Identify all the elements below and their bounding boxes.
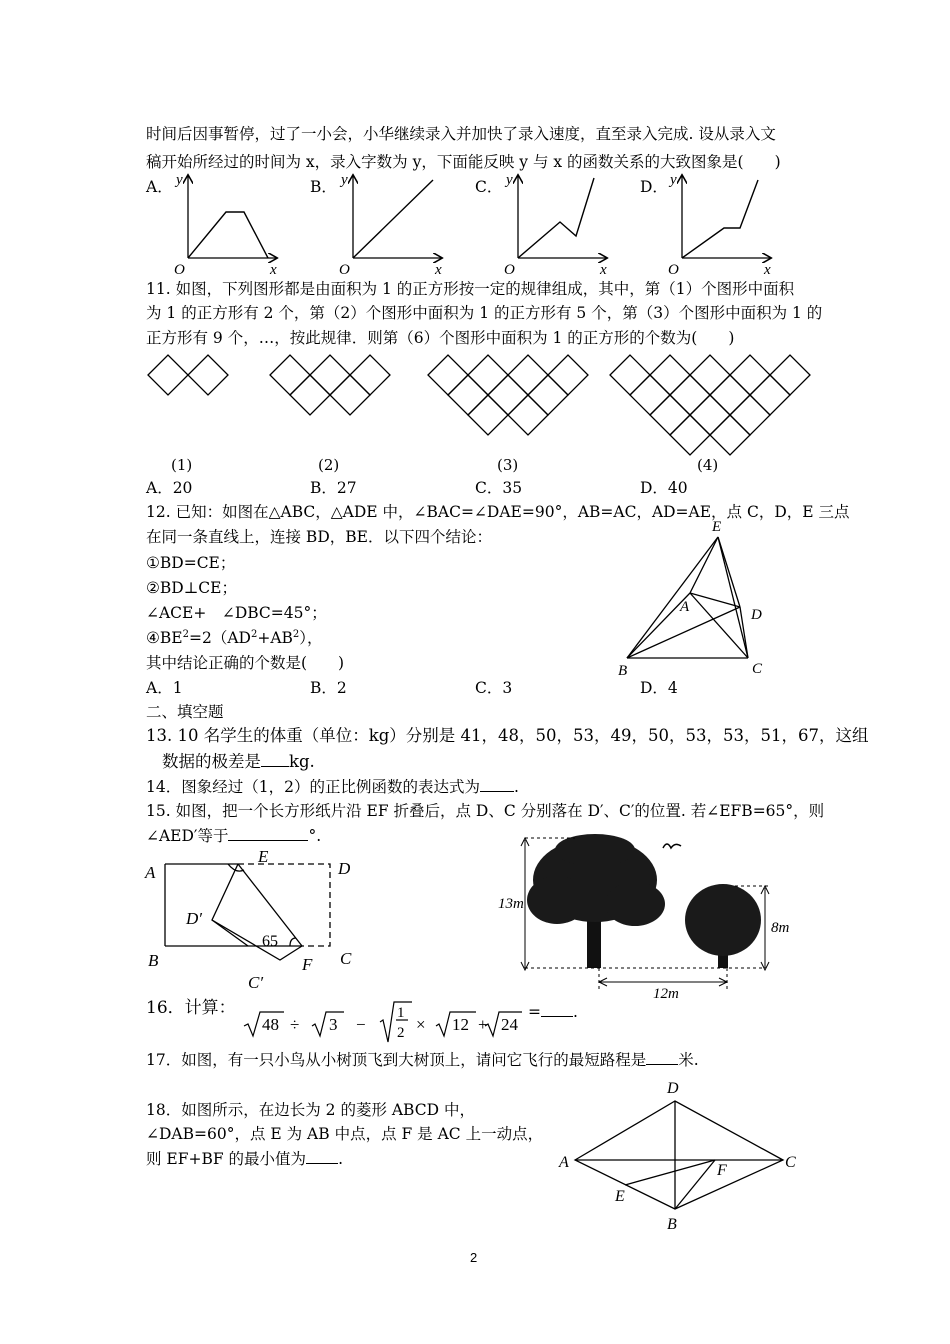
point-f-label: F: [717, 1162, 727, 1179]
q16-answer: = .: [528, 1003, 578, 1021]
origin-label: O: [339, 262, 350, 278]
q12-conclusion-4: $④BE^2=2(AD^2+AB^2)$，: [146, 628, 323, 647]
point-f-label: F: [302, 955, 313, 974]
pattern-3: [428, 355, 588, 435]
q10-option-a: A．: [146, 178, 173, 196]
svg-text:−: −: [356, 1015, 366, 1034]
axis-x-label: x: [600, 262, 607, 278]
point-c-label: C: [340, 949, 352, 968]
pattern-2: [270, 355, 390, 415]
q15-fold-figure: [140, 848, 380, 990]
q13-line2: 数据的极差是 kg.: [162, 752, 315, 771]
q10-option-d: D．: [640, 178, 668, 196]
axis-y-label: y: [176, 172, 183, 188]
point-b-label: B: [618, 663, 628, 679]
point-d-label: D: [338, 859, 351, 878]
section-fill-in-title: 二、填空题: [146, 703, 224, 721]
q11-figure-label-4: (4): [697, 456, 719, 474]
axis-y-label: y: [341, 172, 348, 188]
q12-ask: 其中结论正确的个数是( ): [146, 654, 345, 672]
q15-answer-blank[interactable]: [228, 840, 308, 841]
q12-conclusion-1: ①BD=CE；: [146, 554, 236, 572]
q16-answer-blank[interactable]: [541, 1016, 573, 1017]
pattern-1: [148, 355, 228, 395]
q18-line3: 则 EF+BF 的最小值为 .: [146, 1150, 343, 1168]
q18-line2: ∠DAB=60°，点 E 为 AB 中点，点 F 是 AC 上一动点，: [146, 1125, 544, 1143]
q12-conclusion-3: ∠ACE+ ∠DBC=45°；: [146, 604, 327, 622]
origin-label: O: [174, 262, 185, 278]
point-b-label: B: [667, 1216, 677, 1233]
distance-label: 12m: [653, 986, 679, 1002]
q12-line2: 在同一条直线上，连接 BD，BE．以下四个结论：: [146, 528, 492, 546]
q11-square-patterns: [140, 345, 820, 455]
q15-line1: 15. 如图，把一个长方形纸片沿 EF 折叠后，点 D、C 分别落在 D′、C′的位置. 若∠EFB=65°，则: [146, 802, 825, 820]
origin-label: O: [668, 262, 679, 278]
q13-answer-blank[interactable]: [261, 766, 289, 767]
q15-line2: ∠AED′等于 °.: [146, 827, 322, 845]
q11-figure-label-1: (1): [171, 456, 193, 474]
radicand-12: 12: [452, 1015, 469, 1034]
q11-figure-label-2: (2): [318, 456, 340, 474]
q10-graph-b: [333, 170, 448, 278]
q11-line3: 正方形有 9 个，…，按此规律．则第（6）个图形中面积为 1 的正方形的个数为( ): [146, 329, 735, 347]
big-tree-icon: [527, 834, 665, 968]
svg-text:+: +: [478, 1015, 488, 1034]
angle-65-label: 65: [262, 933, 278, 950]
q11-choice-d: D．40: [640, 479, 688, 497]
q10-graph-d: [662, 170, 777, 278]
q16-expression: [240, 998, 530, 1044]
q11-choice-b: B．27: [310, 479, 357, 497]
small-tree-icon: [685, 884, 761, 968]
axis-x-label: x: [764, 262, 771, 278]
big-tree-height-label: 13m: [498, 896, 524, 912]
q17-answer-blank[interactable]: [646, 1064, 678, 1065]
q12-triangle-figure: [600, 515, 780, 685]
q12-line1: 12. 已知：如图在△ABC，△ADE 中，∠BAC=∠DAE=90°，AB=AC，AD=AE，点 C，D，E 三点: [146, 503, 850, 521]
q12-conclusion-2: ②BD⊥CE；: [146, 579, 237, 597]
point-c-label: C: [785, 1154, 796, 1171]
q14-answer-blank[interactable]: [480, 791, 514, 792]
radicand-24: 24: [501, 1015, 518, 1034]
axis-y-label: y: [670, 172, 677, 188]
q11-line1: 11. 如图，下列图形都是由面积为 1 的正方形按一定的规律组成，其中，第（1）个图形中面积: [146, 280, 795, 298]
svg-text:×: ×: [416, 1015, 426, 1034]
trees-figure: [495, 830, 805, 1000]
q10-graph-a: [168, 170, 283, 278]
q18-rhombus-figure: [555, 1075, 805, 1235]
q14-line: 14．图象经过（1，2）的正比例函数的表达式为 .: [146, 778, 519, 796]
q11-figure-label-3: (3): [497, 456, 519, 474]
axis-y-label: y: [506, 172, 513, 188]
point-e-label: E: [615, 1188, 625, 1205]
point-a-label: A: [145, 863, 156, 882]
pattern-4: [610, 355, 810, 455]
point-e-label: E: [258, 847, 269, 866]
fraction-denominator: 2: [397, 1025, 405, 1041]
point-d-prime-label: D′: [186, 909, 202, 928]
q10-line2: 稿开始所经过的时间为 x，录入字数为 y，下面能反映 y 与 x 的函数关系的大致图象是( ): [146, 153, 781, 171]
svg-text:÷: ÷: [290, 1015, 300, 1034]
axis-x-label: x: [435, 262, 442, 278]
point-c-prime-label: C′: [248, 973, 264, 992]
q12-choice-b: B．2: [310, 679, 347, 697]
q13-line1: 13. 10 名学生的体重（单位：kg）分别是 41，48，50，53，49，50，53，53，51，67，这组: [146, 726, 869, 745]
point-e-label: E: [712, 519, 722, 535]
q11-line2: 为 1 的正方形有 2 个，第（2）个图形中面积为 1 的正方形有 5 个，第（3）个图形中面积为 1 的: [146, 304, 823, 322]
q10-option-b: B．: [310, 178, 337, 196]
q12-choice-c: C．3: [475, 679, 513, 697]
q10-line1: 时间后因事暂停，过了一小会，小华继续录入并加快了录入速度，直至录入完成. 设从录入文: [146, 125, 776, 143]
point-a-label: A: [559, 1154, 569, 1171]
point-c-label: C: [752, 661, 763, 677]
q18-answer-blank[interactable]: [306, 1163, 338, 1164]
point-a-label: A: [680, 599, 690, 615]
radicand-3: 3: [329, 1015, 338, 1034]
q17-line: 17．如图，有一只小鸟从小树顶飞到大树顶上，请问它飞行的最短路程是 米.: [146, 1051, 699, 1069]
point-b-label: B: [148, 951, 159, 970]
q10-graph-c: [498, 170, 613, 278]
axis-x-label: x: [270, 262, 277, 278]
q10-option-c: C．: [475, 178, 503, 196]
radicand-48: 48: [262, 1015, 279, 1034]
origin-label: O: [504, 262, 515, 278]
q11-choice-a: A．20: [146, 479, 193, 497]
fraction-numerator: 1: [397, 1005, 405, 1021]
small-tree-height-label: 8m: [771, 920, 790, 936]
bird-icon: [663, 844, 681, 848]
q12-choice-d: D．4: [640, 679, 678, 697]
page-number: 2: [470, 1250, 478, 1265]
point-d-label: D: [751, 607, 762, 623]
q12-choice-a: A．1: [146, 679, 183, 697]
q18-line1: 18．如图所示，在边长为 2 的菱形 ABCD 中，: [146, 1101, 475, 1119]
q16-label: 16．计算：: [146, 998, 236, 1018]
point-d-label: D: [667, 1080, 679, 1097]
q11-choice-c: C．35: [475, 479, 523, 497]
